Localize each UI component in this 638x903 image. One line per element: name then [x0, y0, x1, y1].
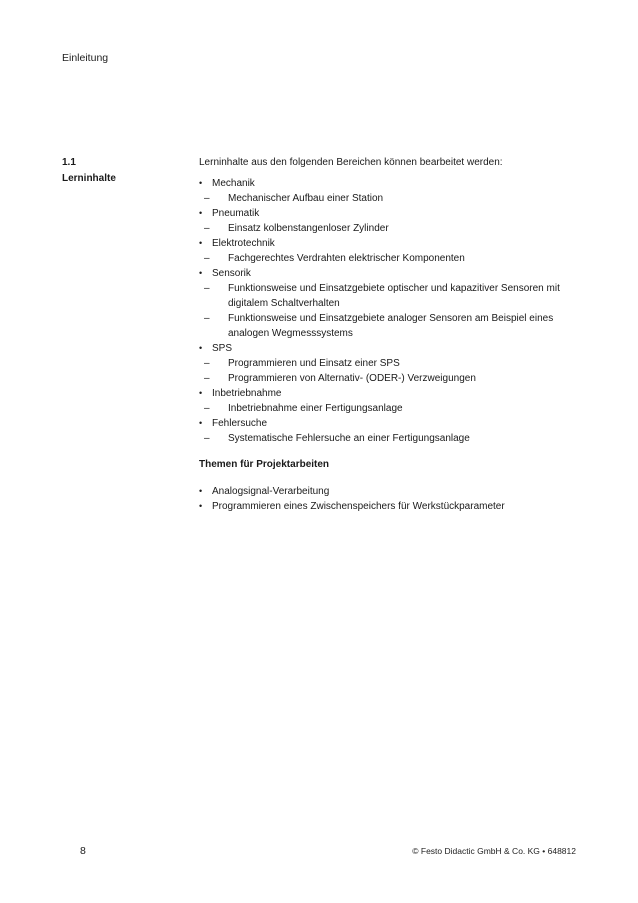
subtopic-text: Mechanischer Aufbau einer Station [228, 193, 384, 204]
topic-list [199, 176, 589, 446]
bullet-icon: • [199, 343, 203, 353]
bullet-icon: • [199, 388, 203, 398]
project-item [199, 499, 589, 514]
bullet-icon: • [199, 178, 203, 188]
topic-item [199, 236, 589, 251]
dash-icon: – [204, 193, 210, 204]
topic-item [199, 416, 589, 431]
bullet-icon: • [199, 501, 203, 511]
subtopic-text: Systematische Fehlersuche an einer Fertigungsanlage [228, 433, 470, 444]
subtopic-text: Funktionsweise und Einsatzgebiete optischer und kapazitiver Sensoren mit digitalem Schaltverhalten [228, 283, 560, 309]
topic-item [199, 386, 589, 401]
subtopic-text: Funktionsweise und Einsatzgebiete analoger Sensoren am Beispiel eines analogen Wegmesssystems [228, 313, 554, 339]
dash-icon: – [204, 313, 210, 324]
subtopic-text: Programmieren von Alternativ- (ODER-) Verzweigungen [228, 373, 476, 384]
topic-item [199, 266, 589, 281]
bullet-icon: • [199, 208, 203, 218]
project-label: Analogsignal-Verarbeitung [212, 486, 330, 497]
subtopic-text: Programmieren und Einsatz einer SPS [228, 358, 400, 369]
dash-icon: – [204, 223, 210, 234]
topic-label: Pneumatik [212, 208, 260, 219]
section-content [199, 155, 589, 514]
subtopic-item [199, 281, 589, 311]
copyright-notice: © Festo Didactic GmbH & Co. KG • 648812 [412, 846, 576, 856]
subtopic-item [199, 401, 589, 416]
bullet-icon: • [199, 238, 203, 248]
project-label: Programmieren eines Zwischenspeichers für Werkstückparameter [212, 501, 505, 512]
topic-label: Inbetriebnahme [212, 388, 282, 399]
topic-label: Sensorik [212, 268, 251, 279]
section-intro: Lerninhalte aus den folgenden Bereichen können bearbeitet werden: [199, 157, 503, 168]
dash-icon: – [204, 433, 210, 444]
topic-item [199, 176, 589, 191]
bullet-icon: • [199, 418, 203, 428]
topic-label: SPS [212, 343, 233, 354]
subtopic-item [199, 356, 589, 371]
chapter-header: Einleitung [62, 52, 109, 64]
subtopic-item [199, 431, 589, 446]
bullet-icon: • [199, 486, 203, 496]
dash-icon: – [204, 283, 210, 294]
subtopic-text: Fachgerechtes Verdrahten elektrischer Komponenten [228, 253, 465, 264]
subtopic-item [199, 371, 589, 386]
topic-item [199, 206, 589, 221]
topic-item [199, 341, 589, 356]
topic-label: Mechanik [212, 178, 255, 189]
dash-icon: – [204, 253, 210, 264]
subtopic-text: Einsatz kolbenstangenloser Zylinder [228, 223, 389, 234]
topic-label: Fehlersuche [212, 418, 268, 429]
subtopic-item [199, 191, 589, 206]
section-title: Lerninhalte [62, 173, 116, 184]
dash-icon: – [204, 373, 210, 384]
subtopic-item [199, 221, 589, 236]
topic-label: Elektrotechnik [212, 238, 275, 249]
subtopic-item [199, 251, 589, 266]
projects-heading: Themen für Projektarbeiten [199, 459, 330, 470]
dash-icon: – [204, 358, 210, 369]
project-item [199, 484, 589, 499]
project-list [199, 484, 589, 514]
page-number: 8 [80, 845, 86, 857]
section-number: 1.1 [62, 157, 76, 168]
subtopic-text: Inbetriebnahme einer Fertigungsanlage [228, 403, 403, 414]
subtopic-item [199, 311, 589, 341]
bullet-icon: • [199, 268, 203, 278]
dash-icon: – [204, 403, 210, 414]
